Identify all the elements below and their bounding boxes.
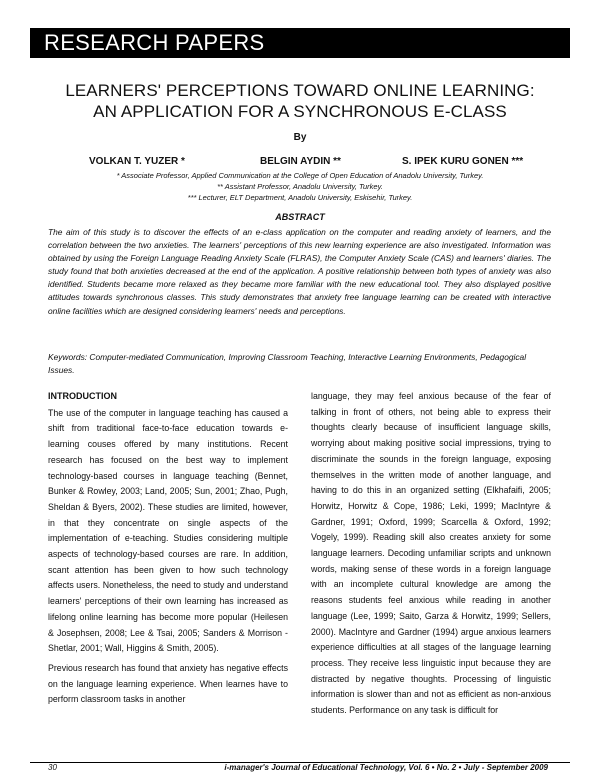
affiliation-1: * Associate Professor, Applied Communication at the College of Open Education of Anadolu University, Turkey. (116, 171, 484, 180)
author-2: BELGIN AYDIN ** (260, 156, 341, 167)
title-line-1: LEARNERS' PERCEPTIONS TOWARD ONLINE LEARNING: (65, 81, 535, 100)
left-column (48, 389, 288, 708)
intro-paragraph-1: The use of the computer in language teaching has caused a shift from traditional face-to-face education towards e-learning couses offered by many institutions. Recent research has focused on the best way to implement technology-based courses in language teaching (Bennet, Bunker & Rowley, 2003; Land, 2005; Sun, 2001; Zhao, Pugh, Sheldan & Byers, 2002). These studies are limited, however, in that they concentrate on single aspects of the implementation of e-teaching. Studies considering multiple aspects of technology-based courses are rare. In addition, scant attention has been given to how such technology affects users. Nonetheless, the need to study and understand learners' perceptions of their own learning has increased as lifelong online learning has become more popular (Heilesen & Josephsen, 2008; Lee & Tsai, 2005; Sanders & Morrison - Shetlar, 2001; Wall, Higgins & Smith, 2005). (48, 407, 288, 654)
journal-citation: i-manager's Journal of Educational Technology, Vol. 6 • No. 2 • July - September 2009 (224, 763, 548, 772)
right-column-paragraph: language, they may feel anxious because of the fear of talking in front of others, not being able to express their thoughts clearly because of insufficient language skills, worrying about making positive social impressions, trying to discriminate the sounds in the foreign language, exposing themselves in the written mode of another language, and having to do this in an organized setting (Elkhafaifi, 2005; Horwitz, Horwitz & Cope, 1986; Leki, 1999; MacIntyre & Gardner, 1991; Oxford, 1999; Scarcella & Oxford, 1992; Vogely, 1999). Reading skill also creates anxiety for some language learners. Decoding unfamiliar scripts and unknown words, making sense of these words in a foreign language with an incomplete cultural knowledge are among the reasons students feel anxious while reading in another language (Lee, 1999; Saito, Garza & Horwitz, 1999; Sellers, 2000). MacIntyre and Gardner (1994) argue anxious learners experience difficulties at all stages of the language learning process. They receive less linguistic input because they are distracted by negative thoughts. Processing of linguistic information is slower than and not as efficient as non-anxious students. Performance on any task is difficult for (311, 391, 551, 716)
affiliation-3: *** Lecturer, ELT Department, Anadolu University, Eskisehir, Turkey. (187, 193, 413, 202)
section-banner (30, 28, 570, 58)
affiliation-2: ** Assistant Professor, Anadolu University, Turkey. (217, 182, 383, 191)
paper-title (40, 80, 560, 122)
abstract-heading: ABSTRACT (275, 212, 325, 222)
right-column (311, 389, 551, 719)
author-1: VOLKAN T. YUZER * (89, 156, 185, 167)
banner-label: RESEARCH PAPERS (44, 30, 265, 55)
introduction-heading: INTRODUCTION (48, 391, 117, 401)
abstract-text: The aim of this study is to discover the effects of an e-class application on the computer and reading anxiety of learners, and the correlation between the two anxieties. The learners' perceptions of this new learning experience are also investigated. Information was obtained by using the Foreign Language Reading Anxiety Scale (FLRAS), the Computer Anxiety Scale (CAS) and learners' diaries. The study found that both anxieties decreased at the end of the application. A positive relationship between both types of anxiety was also identified. Students became more relaxed as they became more familiar with the new educational tool. They also displayed positive attitudes towards synchronous classes. This study demonstrates that anxiety free language learning can be created with interactive online facilities which are designed considering learners' needs and perceptions. (48, 227, 551, 316)
intro-paragraph-2: Previous research has found that anxiety has negative effects on the language learning experience. When learnes have to perform classroom tasks in another (48, 662, 288, 705)
byline-label: By (293, 132, 307, 143)
author-3: S. IPEK KURU GONEN *** (402, 156, 524, 167)
title-line-2: AN APPLICATION FOR A SYNCHRONOUS E-CLASS (93, 102, 507, 121)
keywords: Keywords: Computer-mediated Communication, Improving Classroom Teaching, Interactive Learning Environments, Pedagogical Issues. (48, 352, 527, 376)
page-number: 30 (48, 763, 57, 772)
